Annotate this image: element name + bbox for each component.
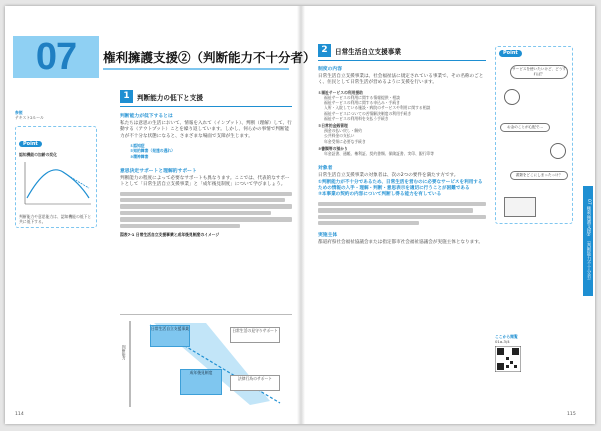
list-item: 福祉サービスの利用に関する情報提供・相談 [324,95,400,101]
list-item: 年金証書、通帳、権利証、契約書類、保険証書、実印、銀行印等 [324,151,435,157]
qr-code-id: 01a-3/4 [495,339,510,345]
right-main-column [318,44,486,247]
speech-bubble-2: お金のことが心配で… [500,123,550,132]
right-point-label: Point [499,50,522,57]
qr-section [495,334,555,376]
money-heading: ②日常的金銭管理 [318,123,348,129]
section2-number: 2 [318,44,331,57]
docs-heading: ③書類等の預かり [318,145,348,151]
figure-box-guardianship: 成年後見制度 [180,369,222,395]
ref-label: 参照 [15,110,23,115]
left-point-box [15,126,97,228]
book-gutter [297,6,305,424]
qr-code-icon[interactable] [495,346,521,372]
figure-axis-label: 判断能力 [122,345,128,361]
right-point-box [495,46,573,224]
sub2-heading: 意思決定サポートと理解的サポート [120,168,197,174]
chapter-side-tab[interactable]: 07 権利擁護支援②（判断能力不十分者） [583,186,593,296]
list-item: 福祉サービスの利用に関する申込み・手続き [324,100,400,106]
left-point-label: Point [19,141,42,147]
speech-bubble-3: 書類をどこにしまったっけ？ [510,171,568,180]
figure-box-lifesupport: 日常生活自立支援事業 [150,325,190,347]
right-page-number: 115 [567,412,576,417]
list-item: 預金の払い戻し・解約 [324,128,362,134]
figure-7-1 [120,314,292,411]
list-item: ②知的障害（発達の遅れ） [130,148,175,154]
person-icon [550,143,566,159]
list-item: 福祉サービスの利用料を支払う手続き [324,115,389,121]
book-spread [5,6,595,424]
services-heading: ①福祉サービスの利用援助 [318,89,363,95]
left-page-number: 114 [15,412,24,417]
ref-text: テキスト2ルール [15,115,44,121]
chapter-number: 07 [13,36,99,78]
list-item: ①認知症 [130,143,145,149]
disorder-list [130,143,292,159]
right-sub3-heading: 実施主体 [318,233,338,239]
right-sub1-heading: 制度の内容 [318,67,342,72]
qr-label: ここから閲覧 [495,334,518,339]
text-lines [120,192,292,228]
list-item: 公共料金の支払い [324,133,355,139]
section2-header [318,44,486,57]
figure-box-legal: 法律行為のサポート [230,375,280,391]
docs-list [324,151,486,156]
money-list [324,128,486,144]
cognitive-decline-graph [19,158,93,210]
section1-number: 1 [120,90,133,103]
text-lines [318,202,486,226]
sub1-heading: 判断能力が低下するとは [120,114,173,119]
list-item: ③精神障害 [130,153,149,159]
right-sub2-heading: 対象者 [318,166,333,172]
figure-box-watch: 日常生活の見守りサポート [230,327,280,343]
requirement-1: ①判断能力が不十分であるため、日常生活を営むのに必要なサービスを利用するための情報の入手・理解・判断・意思表示を適切に行うことが困難である [318,179,483,192]
section1-header [120,90,292,103]
speech-bubble-1: サービスを使いたいけど、どうすれば？ [510,65,568,79]
right-text1: 日常生活自立支援事業は、社会福祉法に規定されている事業で、その名称のごとく、住民として日常生活が営めるように支援を行います。 [318,74,484,86]
chapter-title-underline [103,68,289,70]
requirement-2: ②本事業の契約の内容について判断し得る能力を有している [318,192,442,198]
right-text2: 日常生活自立支援事業の対象者は、次の2つの要件を満たす方です。 [318,173,459,179]
sidebar-note: 判断能力や意思能力は、認知機能の低下と共に低下する。 [19,213,92,224]
left-main-column [120,90,292,237]
list-item: 福祉サービスについての苦情解決制度の利用手続き [324,110,412,116]
chapter-title: 権利擁護支援②（判断能力不十分者） [103,51,316,65]
figure-caption: 図表7-1 日常生活自立支援事業と成年後見制度のイメージ [120,231,220,237]
section1-heading: 判断能力の低下と支援 [137,93,203,102]
left-sidebar [15,110,97,228]
graph-title: 認知機能の加齢の変化 [19,152,57,158]
left-text2: 判断能力の程度によって必要なサポートも異なります。ここでは、代表的なサポートとして「日常生活自立支援事業」と「成年後見制度」について学びましょう。 [120,175,290,188]
decline-curve [27,169,89,197]
list-item: 年金受領に必要な手続き [324,138,366,144]
list-item: 入所・入院している施設・病院のサービスや利用に関する相談 [324,105,431,111]
section2-heading: 日常生活自立支援事業 [335,47,401,56]
person-icon [504,89,520,105]
services-list [324,95,486,121]
right-text3: 都道府県社会福祉協議会または指定都市社会福祉協議会が実施主体となります。 [318,240,484,246]
cabinet-icon [504,197,536,217]
left-text1: 私たちは意思の生活において、情報を入れて（インプット）、判断（理解）して、行動する（アウトプット）ことを繰り返しています。しかし、何らかの事情で判断能力が不十分な状態になると、さまざまな場面で支障が生じます。 [120,121,292,139]
